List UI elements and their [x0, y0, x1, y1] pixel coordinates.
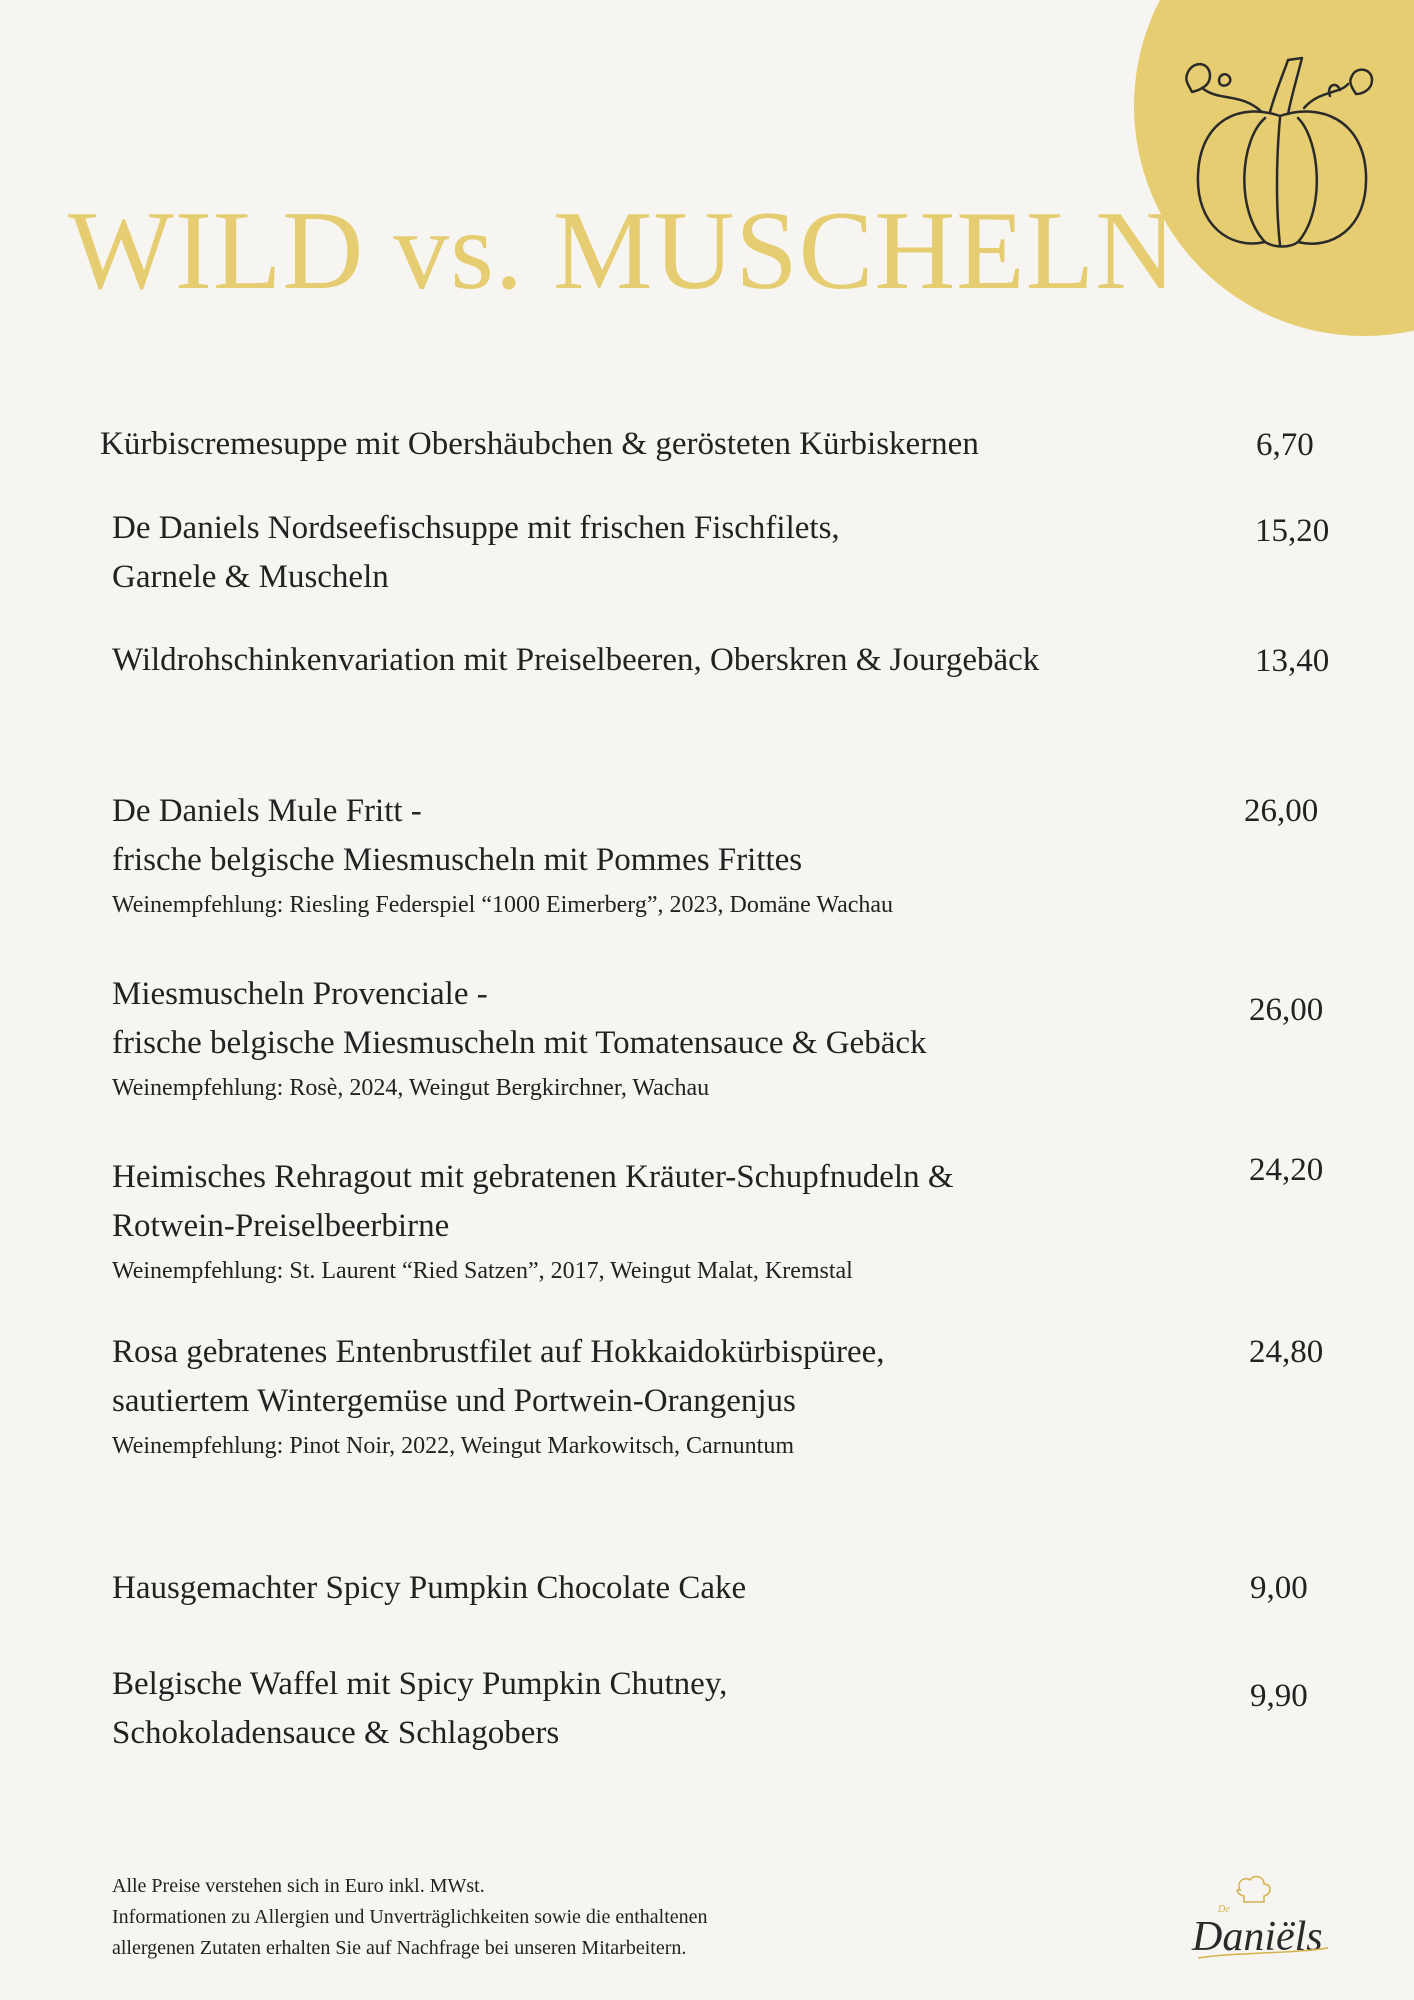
menu-item-name: Belgische Waffel mit Spicy Pumpkin Chutney,	[112, 1666, 728, 1702]
menu-item-name: De Daniels Mule Fritt -	[112, 793, 422, 829]
menu-item	[112, 504, 840, 602]
menu-item-name: De Daniels Nordseefischsuppe mit frischen Fischfilets,	[112, 510, 840, 546]
footer-note	[112, 1871, 708, 1964]
menu-item-name: sautiertem Wintergemüse und Portwein-Orangenjus	[112, 1383, 796, 1419]
menu-item-price: 9,90	[1250, 1678, 1308, 1714]
footer-line: allergenen Zutaten erhalten Sie auf Nachfrage bei unseren Mitarbeitern.	[112, 1937, 687, 1959]
restaurant-logo	[1178, 1872, 1338, 1972]
menu-item	[112, 1564, 746, 1613]
wine-recommendation: Weinempfehlung: St. Laurent “Ried Satzen”, 2017, Weingut Malat, Kremstal	[112, 1258, 853, 1284]
menu-item-name: frische belgische Miesmuscheln mit Tomatensauce & Gebäck	[112, 1025, 927, 1061]
menu-item-price: 15,20	[1255, 513, 1330, 549]
menu-item-name: Kürbiscremesuppe mit Obershäubchen & gerösteten Kürbiskernen	[100, 426, 979, 462]
menu-item-name: Rosa gebratenes Entenbrustfilet auf Hokkaidokürbispüree,	[112, 1334, 885, 1370]
menu-item	[112, 787, 893, 923]
menu-item	[112, 636, 1039, 685]
menu-item-price: 26,00	[1244, 793, 1319, 829]
menu-item-price: 24,80	[1249, 1334, 1324, 1370]
pumpkin-icon	[1180, 50, 1380, 260]
menu-item	[100, 420, 979, 469]
footer-line: Alle Preise verstehen sich in Euro inkl. MWst.	[112, 1875, 485, 1897]
wine-recommendation: Weinempfehlung: Pinot Noir, 2022, Weingut Markowitsch, Carnuntum	[112, 1433, 794, 1459]
wine-recommendation: Weinempfehlung: Rosè, 2024, Weingut Bergkirchner, Wachau	[112, 1075, 710, 1101]
logo-prefix: De	[1218, 1904, 1230, 1915]
menu-item	[112, 1328, 885, 1464]
chef-hat-icon	[1237, 1877, 1270, 1902]
footer-line: Informationen zu Allergien und Unverträglichkeiten sowie die enthaltenen	[112, 1906, 708, 1928]
menu-item-price: 24,20	[1249, 1152, 1324, 1188]
menu-item-price: 9,00	[1250, 1570, 1308, 1606]
wine-recommendation: Weinempfehlung: Riesling Federspiel “1000 Eimerberg”, 2023, Domäne Wachau	[112, 892, 894, 918]
menu-item-price: 6,70	[1256, 427, 1314, 463]
menu-item-name: Hausgemachter Spicy Pumpkin Chocolate Cake	[112, 1570, 747, 1606]
menu-item-price: 26,00	[1249, 992, 1324, 1028]
menu-item-name: Miesmuscheln Provenciale -	[112, 976, 488, 1012]
menu-item	[112, 1153, 954, 1289]
logo-text: Daniëls	[1192, 1914, 1323, 1960]
menu-item-name: Schokoladensauce & Schlagobers	[112, 1715, 560, 1751]
menu-item	[112, 1660, 727, 1758]
menu-item-price: 13,40	[1255, 643, 1330, 679]
menu-item-name: Heimisches Rehragout mit gebratenen Kräuter-Schupfnudeln &	[112, 1159, 954, 1195]
menu-item-name: Rotwein-Preiselbeerbirne	[112, 1208, 450, 1244]
menu-item-name: Wildrohschinkenvariation mit Preiselbeeren, Oberskren & Jourgebäck	[112, 642, 1040, 678]
menu-item	[112, 970, 927, 1106]
menu-item-name: Garnele & Muscheln	[112, 559, 389, 595]
page-title: WILD vs. MUSCHELN	[68, 189, 1177, 313]
menu-item-name: frische belgische Miesmuscheln mit Pommes Frittes	[112, 842, 803, 878]
